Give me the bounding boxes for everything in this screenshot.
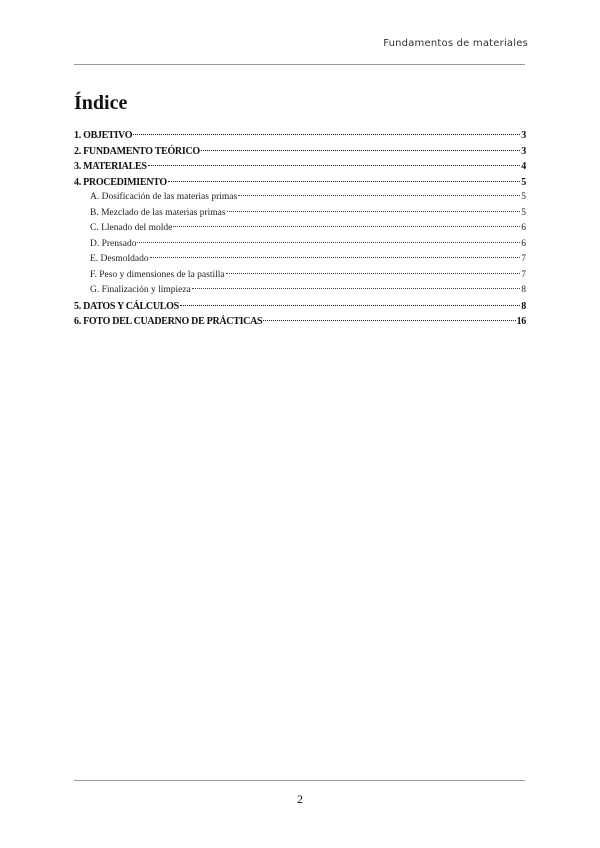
toc-dot-leader: [180, 305, 520, 306]
toc-entry-page: 4: [521, 161, 526, 172]
toc-entry[interactable]: [74, 128, 526, 144]
toc-dot-leader: [227, 211, 521, 212]
toc-entry-page: 7: [521, 269, 526, 280]
toc-entry[interactable]: [74, 268, 526, 284]
toc-dot-leader: [192, 288, 520, 289]
toc-dot-leader: [133, 134, 520, 135]
toc-dot-leader: [150, 257, 521, 258]
toc-dot-leader: [226, 273, 521, 274]
toc-entry-label: G. Finalización y limpieza: [90, 285, 191, 295]
toc-entry-label: C. Llenado del molde: [90, 223, 173, 233]
toc-entry[interactable]: [74, 221, 526, 237]
toc-entry-label: E. Desmoldado: [90, 254, 149, 264]
toc-entry-page: 6: [521, 223, 526, 233]
toc-entry-page: 5: [521, 192, 526, 202]
toc-entry-label: D. Prensado: [90, 238, 137, 249]
toc-entry[interactable]: [74, 144, 526, 160]
toc-entry-label: 5. DATOS Y CÁLCULOS: [74, 300, 179, 312]
toc-entry[interactable]: [74, 159, 526, 175]
toc-entry-label: A. Dosificación de las materias primas: [90, 192, 238, 202]
toc-entry-page: 3: [521, 130, 526, 141]
toc-dot-leader: [168, 181, 520, 182]
toc-dot-leader: [173, 226, 520, 227]
toc-entry-page: 5: [521, 207, 526, 218]
toc-entry[interactable]: [74, 206, 526, 222]
toc-entry-page: 5: [521, 176, 526, 188]
toc-entry[interactable]: [74, 175, 526, 191]
toc-entry-page: 3: [521, 145, 526, 157]
header-divider: [74, 64, 525, 65]
toc-entry-label: 1. OBJETIVO: [74, 130, 133, 141]
toc-entry[interactable]: [74, 314, 526, 330]
toc-entry[interactable]: [74, 252, 526, 268]
toc-entry-label: F. Peso y dimensiones de la pastilla: [90, 269, 225, 280]
toc-entry-page: 8: [521, 300, 526, 312]
toc-entry-label: 6. FOTO DEL CUADERNO DE PRÁCTICAS: [74, 316, 263, 327]
index-heading: Índice: [74, 92, 128, 114]
toc-dot-leader: [148, 165, 521, 166]
toc-entry-page: 16: [516, 316, 526, 327]
toc-entry[interactable]: [74, 190, 526, 206]
toc-entry-page: 7: [521, 254, 526, 264]
footer-divider: [74, 780, 525, 781]
running-header: Fundamentos de materiales: [383, 38, 528, 49]
toc-dot-leader: [201, 150, 520, 151]
page-number: 2: [297, 792, 303, 806]
toc-entry[interactable]: [74, 299, 526, 315]
toc-dot-leader: [238, 195, 520, 196]
toc-entry[interactable]: [74, 283, 526, 299]
toc-dot-leader: [137, 242, 520, 243]
toc-entry-label: 3. MATERIALES: [74, 161, 147, 172]
toc-dot-leader: [263, 320, 515, 321]
toc-entry-label: 4. PROCEDIMIENTO: [74, 176, 167, 188]
toc-entry-page: 6: [521, 238, 526, 249]
toc-entry-label: B. Mezclado de las materias primas: [90, 207, 226, 218]
table-of-contents: [74, 128, 526, 330]
toc-entry-label: 2. FUNDAMENTO TEÓRICO: [74, 145, 200, 157]
toc-entry[interactable]: [74, 237, 526, 253]
toc-entry-page: 8: [521, 285, 526, 295]
